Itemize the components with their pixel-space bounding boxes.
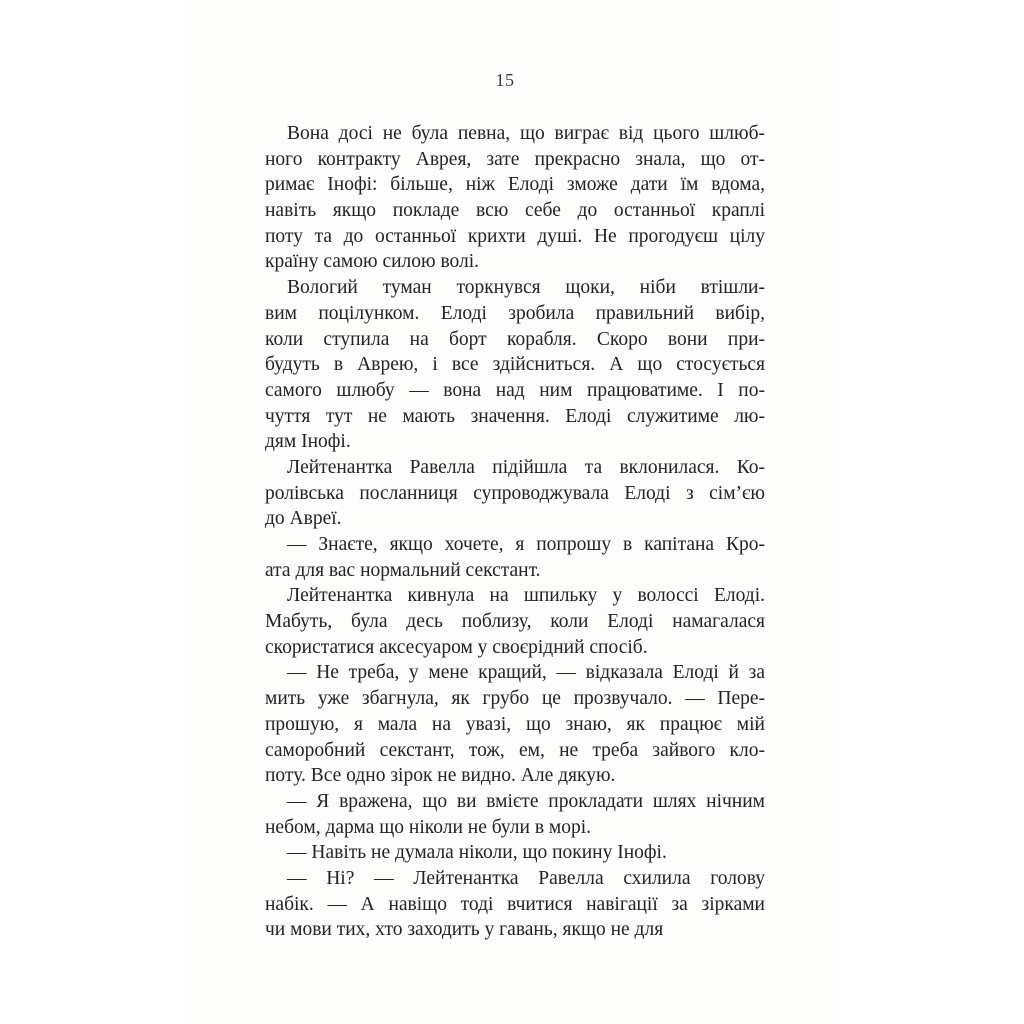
text-line: поту та до останньої крихти душі. Не прогодуєш цілу <box>265 225 765 247</box>
text-line: ата для вас нормальний секстант. <box>265 559 541 581</box>
text-line: Мабуть, була десь поблизу, коли Елоді намагалася <box>265 611 765 633</box>
text-line: ролівська посланниця супроводжувала Елоді з сім’єю <box>265 482 765 504</box>
text-line: чи мови тих, хто заходить у гавань, якщо не для <box>265 919 664 941</box>
text-line: — Знаєте, якщо хочете, я попрошу в капітана Кро- <box>287 534 765 555</box>
text-line: прошую, я мала на увазі, що знаю, як працює мій <box>265 713 765 735</box>
book-page <box>185 0 841 1024</box>
text-line: чуття тут не мають значення. Елоді служитиме лю- <box>265 405 765 427</box>
text-line: — Ні? — Лейтенантка Равелла схилила голову <box>287 867 765 889</box>
paragraph <box>265 455 765 532</box>
text-line: — Я вражена, що ви вмієте прокладати шлях нічним <box>287 790 765 812</box>
text-line: Вологий туман торкнувся щоки, ніби втішли- <box>287 277 765 299</box>
text-line: небом, дарма що ніколи не були в морі. <box>265 816 592 838</box>
text-line: скористатися аксесуаром у своєрідний спосіб. <box>265 636 648 658</box>
text-line: країну самою силою волі. <box>265 251 480 273</box>
paragraph <box>265 532 765 583</box>
text-line: — Не треба, у мене кращий, — відказала Елоді й за <box>287 662 765 684</box>
text-line: до Авреї. <box>265 508 342 530</box>
text-line: навіть якщо покладе всю себе до останньої краплі <box>265 200 765 222</box>
text-line: вим поцілунком. Елоді зробила правильний вибір, <box>265 302 765 324</box>
paragraph <box>265 275 765 455</box>
text-line: набік. — А навіщо тоді вчитися навігації за зірками <box>265 893 765 915</box>
text-line: поту. Все одно зірок не видно. Але дякую. <box>265 765 616 787</box>
paragraph <box>265 660 765 788</box>
text-line: самого шлюбу — вона над ним працюватиме. І по- <box>265 379 765 401</box>
paragraph <box>265 583 765 660</box>
text-line: ного контракту Аврея, зате прекрасно знала, що от- <box>265 148 765 170</box>
text-line: Лейтенантка кивнула на шпильку у волоссі Елоді. <box>287 585 765 607</box>
paragraph <box>265 840 765 866</box>
text-line: мить уже збагнула, як грубо це прозвучало. — Пере- <box>265 688 765 710</box>
text-line: саморобний секстант, тож, ем, не треба зайвого кло- <box>265 739 765 761</box>
text-line: будуть в Аврею, і все здійсниться. А що стосується <box>265 354 765 376</box>
text-line: — Навіть не думала ніколи, що покину Інофі. <box>287 842 667 864</box>
paragraph <box>265 789 765 840</box>
page-number: 15 <box>495 70 515 90</box>
text-line: Вона досі не була певна, що виграє від цього шлюб- <box>287 123 765 144</box>
paragraph <box>265 121 765 275</box>
text-line: Лейтенантка Равелла підійшла та вклонилася. Ко- <box>287 456 765 478</box>
paragraph <box>265 866 765 943</box>
text-line: дям Інофі. <box>265 431 351 453</box>
page-body <box>265 121 765 943</box>
text-line: римає Інофі: більше, ніж Елоді зможе дати їм вдома, <box>265 174 765 196</box>
text-line: коли ступила на борт корабля. Скоро вони при- <box>265 328 765 350</box>
